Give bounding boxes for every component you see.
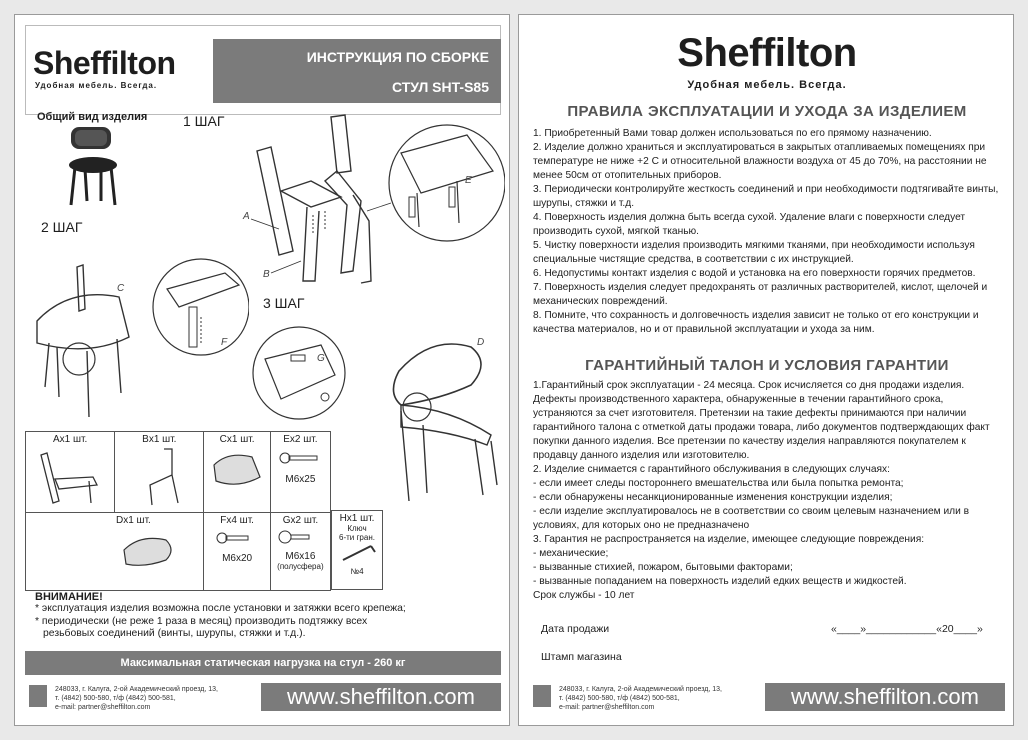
part-d-cell bbox=[26, 513, 204, 591]
address-line-2: т. (4842) 500-580, т/ф (4842) 500-581, bbox=[559, 695, 680, 702]
part-f-screw-image bbox=[212, 526, 262, 550]
footer-address bbox=[559, 685, 722, 712]
brand-slogan: Удобная мебель. Всегда. bbox=[35, 81, 158, 90]
label-c: C bbox=[117, 283, 125, 294]
step-1-label: 1 ШАГ bbox=[183, 113, 225, 129]
product-title: СТУЛ SHT-S85 bbox=[391, 79, 489, 95]
address-line-1: 248033, г. Калуга, 2-ой Академический проезд, 13, bbox=[55, 686, 218, 693]
brand-logo: Sheffilton bbox=[33, 45, 176, 81]
footer-gray-square bbox=[29, 685, 47, 707]
warranty-item-6: 3. Гарантия не распространяется на изделие, имеющее следующие повреждения: bbox=[533, 534, 925, 545]
overview-label: Общий вид изделия bbox=[37, 111, 148, 123]
warranty-item-5: - если изделие эксплуатировалось не в соответствии со своим целевым назначением или в условиях, для которых оно не предназначено bbox=[533, 506, 970, 531]
label-g: G bbox=[317, 353, 325, 364]
address-line-3: e-mail: partner@sheffilton.com bbox=[559, 704, 655, 711]
address-line-3: e-mail: partner@sheffilton.com bbox=[55, 704, 151, 711]
rule-5: 5. Чистку поверхности изделия производить мягкими тканями, при необходимости используя специальные чистящие средства, в соответствии с их инструкцией. bbox=[533, 240, 975, 265]
rule-6: 6. Недопустимы контакт изделия с водой и установка на его поверхности горячих предметов. bbox=[533, 268, 976, 279]
part-c-cell bbox=[204, 432, 270, 513]
step-2-diagram bbox=[29, 247, 249, 427]
part-f-size: M6x20 bbox=[222, 553, 253, 564]
label-d: D bbox=[477, 337, 485, 348]
warranty-item-1: 1.Гарантийный срок эксплуатации - 24 месяца. Срок исчисляется со дня продажи изделия. Дефекты производственного характера, обнаруженные в течении гарантийного срока, устраняются за счет изготовителя. Претензии на такие дефекты принимаются при наличии гарантийного талона с отметкой даты продажи товара, либо документов подтверждающих факт покупки данного изделия. Все претензии по качеству изделия направляются покупателем к продавцу данного изделия или изготовителю. bbox=[533, 380, 990, 461]
instruction-title: ИНСТРУКЦИЯ ПО СБОРКЕ bbox=[306, 49, 489, 65]
part-e-size: M6x25 bbox=[285, 474, 316, 485]
footer-gray-square bbox=[533, 685, 551, 707]
rules-list bbox=[533, 127, 1003, 337]
part-c-label: Cx1 шт. bbox=[219, 434, 255, 445]
part-h-caption2: 6-ти гран. bbox=[339, 533, 375, 542]
part-d-label: Dx1 шт. bbox=[116, 515, 151, 526]
chair-overview-image bbox=[55, 121, 135, 211]
label-f: F bbox=[221, 337, 228, 348]
part-g-label: Gx2 шт. bbox=[282, 515, 319, 526]
rule-7: 7. Поверхность изделия следует предохранять от различных растворителей, кислот, щелочей и механических повреждений. bbox=[533, 282, 988, 307]
warranty-title: ГАРАНТИЙНЫЙ ТАЛОН И УСЛОВИЯ ГАРАНТИИ bbox=[585, 357, 949, 374]
step-1-diagram bbox=[221, 111, 505, 291]
rule-8: 8. Помните, что сохранность и долговечность изделия зависит не только от его конструкции и качества материалов, но и от правильной эксплуатации и ухода за ним. bbox=[533, 310, 979, 335]
header-title-bar bbox=[213, 39, 501, 103]
part-a-label: Ax1 шт. bbox=[52, 434, 88, 445]
service-life: Срок службы - 10 лет bbox=[533, 590, 635, 601]
rule-1: 1. Приобретенный Вами товар должен использоваться по его прямому назначению. bbox=[533, 128, 932, 139]
step-3-label: 3 ШАГ bbox=[263, 295, 305, 311]
part-b-image bbox=[124, 445, 194, 507]
max-load-bar: Максимальная статическая нагрузка на стул - 260 кг bbox=[25, 651, 501, 675]
part-g-note: (полусфера) bbox=[277, 562, 324, 571]
part-h-caption3: №4 bbox=[350, 567, 364, 576]
hex-key-icon bbox=[335, 542, 379, 564]
warning-line-1: * эксплуатация изделия возможна после установки и затяжки всего крепежа; bbox=[35, 603, 406, 614]
rules-title: ПРАВИЛА ЭКСПЛУАТАЦИИ И УХОДА ЗА ИЗДЕЛИЕМ bbox=[567, 103, 967, 120]
brand-logo-large: Sheffilton bbox=[677, 31, 857, 75]
warranty-item-2: 2. Изделие снимается с гарантийного обслуживания в следующих случаях: bbox=[533, 464, 890, 475]
part-g-screw-image bbox=[275, 526, 325, 548]
part-e-screw-image bbox=[275, 445, 325, 471]
part-c-image bbox=[208, 445, 266, 495]
rule-3: 3. Периодически контролируйте жесткость соединений и при необходимости подтягивайте винты, шурупы, стяжки и т.д. bbox=[533, 184, 999, 209]
part-b-cell bbox=[115, 432, 204, 513]
rule-4: 4. Поверхность изделия должна быть всегда сухой. Удаление влаги с поверхности следует производить сухой, мягкой тканью. bbox=[533, 212, 966, 237]
warning-line-3: резьбовых соединений (винты, шурупы, стяжки и т.д.). bbox=[43, 628, 306, 639]
warning-line-2: * периодически (не реже 1 раза в месяц) производить подтяжку всех bbox=[35, 615, 368, 627]
part-a-cell bbox=[26, 432, 115, 513]
warranty-list bbox=[533, 379, 1003, 603]
care-and-warranty-sheet bbox=[518, 14, 1014, 726]
address-line-2: т. (4842) 500-580, т/ф (4842) 500-581, bbox=[55, 695, 176, 702]
sale-date-field[interactable]: «____»____________«20____» bbox=[831, 623, 983, 635]
part-b-label: Bx1 шт. bbox=[142, 434, 177, 445]
part-a-image bbox=[35, 445, 105, 507]
part-h-caption: Ключ bbox=[347, 524, 367, 533]
parts-table bbox=[25, 431, 331, 591]
warranty-item-7: - механические; bbox=[533, 548, 609, 559]
part-e-label: Ex2 шт. bbox=[283, 434, 318, 445]
brand-slogan-large: Удобная мебель. Всегда. bbox=[687, 79, 847, 91]
warning-title: ВНИМАНИЕ! bbox=[35, 591, 103, 603]
sale-date-label: Дата продажи bbox=[541, 623, 610, 635]
warning-text bbox=[35, 603, 505, 641]
label-e: E bbox=[465, 175, 472, 186]
part-g-size: M6x16 bbox=[285, 551, 316, 562]
website-link[interactable]: www.sheffilton.com bbox=[765, 683, 1005, 711]
rule-2: 2. Изделие должно храниться и эксплуатироваться в закрытых отапливаемых помещениях при температуре не ниже +2 С и относительной влажности воздуха от 45 до 70%, на расстоянии не менее 50см от отопительных приборов. bbox=[533, 142, 987, 181]
part-f-label: Fx4 шт. bbox=[220, 515, 254, 526]
warranty-item-8: - вызванные стихией, пожаром, бытовыми факторами; bbox=[533, 562, 793, 573]
step-2-label: 2 ШАГ bbox=[41, 219, 83, 235]
warranty-item-3: - если имеет следы постороннего вмешательства или была попытка ремонта; bbox=[533, 478, 904, 489]
part-d-image bbox=[116, 526, 182, 576]
footer-address bbox=[55, 685, 218, 712]
part-e-cell bbox=[270, 432, 330, 513]
website-link[interactable]: www.sheffilton.com bbox=[261, 683, 501, 711]
label-a: A bbox=[243, 211, 250, 222]
part-g-cell bbox=[270, 513, 330, 591]
part-h-cell bbox=[331, 510, 383, 590]
label-b: B bbox=[263, 269, 270, 280]
warranty-item-4: - если обнаружены несанкционированные изменения конструкции изделия; bbox=[533, 492, 893, 503]
part-h-label: Hx1 шт. bbox=[339, 513, 375, 524]
part-f-cell bbox=[204, 513, 270, 591]
address-line-1: 248033, г. Калуга, 2-ой Академический проезд, 13, bbox=[559, 686, 722, 693]
assembly-instruction-sheet bbox=[14, 14, 510, 726]
store-stamp-label: Штамп магазина bbox=[541, 651, 622, 663]
warranty-item-9: - вызванные попаданием на поверхность изделий едких веществ и жидкостей. bbox=[533, 576, 907, 587]
